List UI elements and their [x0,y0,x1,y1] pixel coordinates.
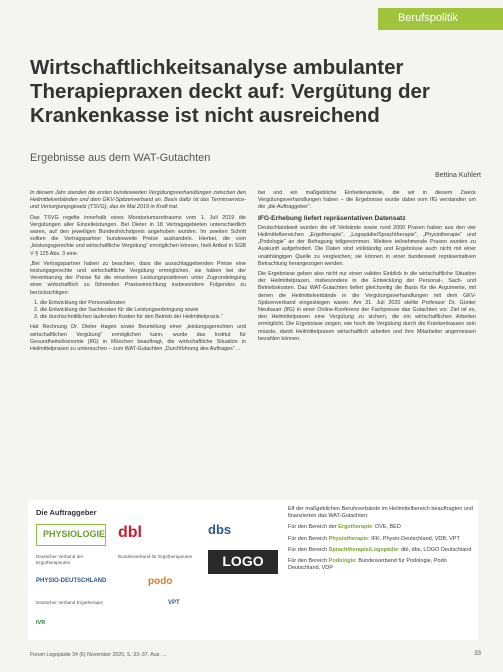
dbs-logo: dbs [208,522,232,537]
requirements-list [30,300,246,322]
association-logo: Bundesverband für Ergotherapeuten [118,554,193,559]
page-footer: Forum Logopädie 34 (6) November 2020, S. 33–37. Aus: ... [30,652,167,658]
list-item: 3. die durchschnittlichen laufenden Kosten für den Betrieb der Heilmittelpraxis.“ [40,314,246,321]
sponsors-box [28,500,478,640]
paragraph: „Bei Vertragspartner haben zu beachten, dass die ausschlaggebenden Preise eine leistungsgerechte und wirtschaftliche Vergütung ermöglichen, sie haben bei der Vereinbarung der Preise für die einzelnen Leistungspositionen unter Zugrundelegung einer wirtschaftlich zu führenden Praxiseinrichtung insbesondere Folgendes zu berücksichtigen: [30,260,246,296]
paragraph: Deutschlandweit wurden die elf Verbände sowie rund 2000 Praxen haben aus den vier Heilmittelbereichen „Ergotherapie“, „Logopädie/Sprachtherapie“, „Physiotherapie“ und „Podologie“ an der Befragung teilgenommen. Weitere teilnehmende Praxen wurden zu Auskunft aufgefordert. Die Daten sind vollständig und Ergebnisse auch nicht mit einer unabhängigen Quelle zu vergleichen; sie können in einer bundesweit repräsentativen Betrachtung herangezogen werden. [258,224,476,267]
sponsor-group: Für den Bereich Physiotherapie: IFK, Physio-Deutschland, VDB, VPT [288,535,460,542]
physio-deutschland-logo: PHYSIO-DEUTSCHLAND [36,578,107,584]
ivr-logo: IVR [36,620,46,626]
paragraph: Das TSVG regelte innerhalb eines Moratoriumszeitraums vom 1. Juli 2019 die Vergütungen aller Einzelleistungen. Bei Dieter in 18 Vertragsgebieten unterschiedlich waren, auf den jeweiligen Bundeshöchstpreis angehoben wurden. Im zweiten Schritt sollten die Vertragspartner bundesweite Preise aushandeln. Hierbei, die vom „leistungsgerechte und wirtschaftliche Vergütung“ ermöglichen können, hielt Artikel in SGB V § 125 Abs. 3 eine. [30,214,246,257]
text-column-left [30,190,246,478]
sponsor-group: Für den Bereich Podologie: Bundesverband für Podologie, Podo Deutschland, VDP [288,558,447,572]
logo-deutschland-logo: LOGO [208,550,278,574]
author-name: Bettina Kuhlert [435,172,481,179]
ergo-logo: Deutscher Verband Ergotherapie [36,600,103,605]
section-heading: IFG-Erhebung liefert repräsentativen Datensatz [258,214,406,222]
paragraph: bei und ein maßgebliche Einheitenanteile, die wir in diesem Zweck Vergütungsverhandlungen haben – die Ergebnisse wurde dabei vom IfG verstanden um die „die Auftraggeber“. [258,190,476,211]
section-tab: Berufspolitik [378,8,503,30]
article-title: Wirtschaftlichkeitsanalyse ambulanter Therapiepraxen deckt auf: Vergütung der Krankenkasse ist nicht ausreichend [30,56,430,127]
article-subtitle: Ergebnisse aus dem WAT-Gutachten [30,152,211,164]
dbl-logo: dbl [118,524,142,541]
text-column-right [258,190,476,478]
sponsor-group: Für den Bereich Sprachtherapie/Logopädie: dbl, dbs, LOGO Deutschland [288,546,472,553]
association-logo: Deutscher Verband der Ergotherapeuten [36,554,84,565]
paragraph: Die Ergebnisse geben also nicht nur einen validen Einblick in die wirtschaftliche Situation der Heilmittelpraxen, insbesondere in die Entwicklung der Personal-, Sach- und Betriebskosten. Das WAT-Gutachten liefert gleichzeitig die Basis für die Argumente, mit denen die Heilmittelverbände in die Vergütungsverhandlungen mit dem GKV-Spitzenverband eingestiegen waren. Am 31. Juli 2020 stellte Professor Dr. Günter Neubauer (IfG) in einer Online-Konferenz der Fachpresse das Gutachten vor. Ziel ist es, den Heilmittelpraxen eine Vergütung zu sichern, die ein wirtschaftliches Arbeiten ermöglicht. Die Ergebnisse zeigen, wie hoch die Vergütung durch die Krankenkassen sein müsste, damit Heilmittelpraxen wirtschaftlich arbeiten und ihre Mitarbeiter angemessen bezahlen können. [258,271,476,342]
sponsors-title: Die Auftraggeber [36,508,97,517]
sponsors-text [288,506,474,576]
intro-paragraph: In diesem Jahr standen die ersten bundesweiten Vergütungsverhandlungen zwischen den Heilmittelverbänden und dem GKV-Spitzenverband an. Basis dafür ist das Terminservice- und Versorgungsgesetz (TSVG), das im Mai 2019 in Kraft trat. [30,190,246,211]
podo-logo: podo [148,576,173,587]
paragraph: Hat Rechnung Dr. Dieter Hagen sowie Beurteilung einer „leistungsgerechten und wirtschaftlichen Vergütung“ ermöglichen kann, wurde das Institut für Gesundheitsökonomie (IfG) in München beauftragt, die wirtschaftliche Situation in Heilmittelpraxen zu untersuchen – zum WAT-Gutachten „Durchführung des Auftrages“ ... [30,324,246,353]
physio-logo: PHYSIOLOGIE [36,524,106,546]
sponsor-group: Für den Bereich der Ergotherapie: DVE, BED [288,524,401,531]
list-item: 1. die Entwicklung der Personalkosten [40,300,246,307]
page-number: 33 [474,651,481,657]
sponsors-intro: Elf der maßgeblichen Berufsverbände im Heilmittelbereich beauftragten und finanzierten das WAT-Gutachten: [288,506,473,520]
list-item: 2. die Entwicklung der Sachkosten für die Leistungserbringung sowie [40,307,246,314]
vpt-logo: VPT [168,600,180,606]
